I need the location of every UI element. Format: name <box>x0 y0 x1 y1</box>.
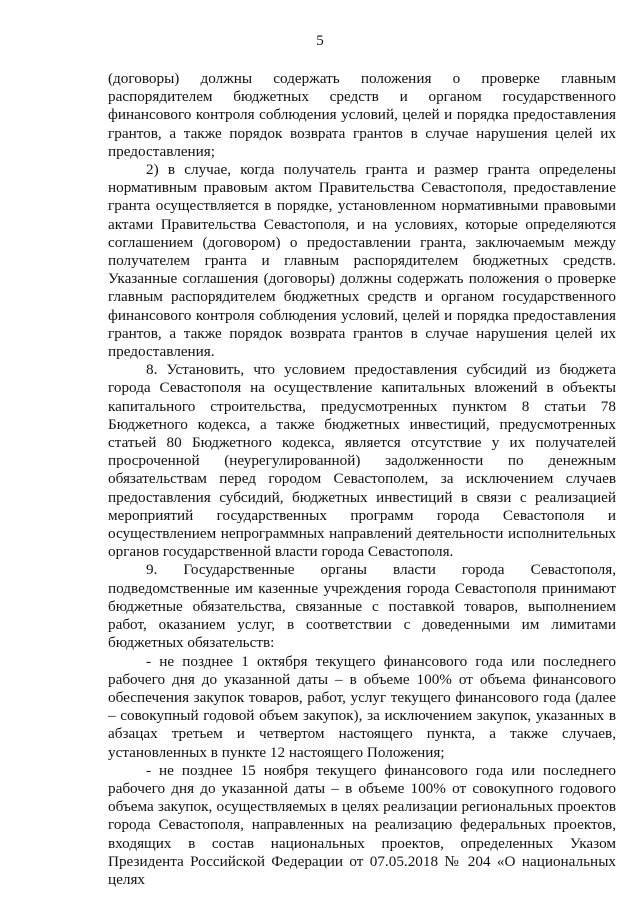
page-number: 5 <box>316 33 324 49</box>
paragraph-subitem-2: 2) в случае, когда получатель гранта и размер гранта определены нормативным правовым актом Правительства Севастополя, предоставление гранта осуществляется в порядке, установленном нормативными правовыми актами Правительства Севастополя, и на условиях, которые определяются соглашением (договором) о предоставлении гранта, заключаемым между получателем гранта и главным распорядителем бюджетных средств. Указанные соглашения (договоры) должны содержать положения о проверке главным распорядителем бюджетных средств и органом государственного финансового контроля соблюдения условий, целей и порядка предоставления грантов, а также порядок возврата грантов в случае нарушения целей их предоставления. <box>108 161 616 361</box>
paragraph-item-8: 8. Установить, что условием предоставления субсидий из бюджета города Севастополя на осуществление капитальных вложений в объекты капитального строительства, предусмотренных пунктом 8 статьи 78 Бюджетного кодекса, а также бюджетных инвестиций, предусмотренных статьей 80 Бюджетного кодекса, является отсутствие у их получателей просроченной (неурегулированной) задолженности по денежным обязательствам перед городом Севастополем, за исключением случаев предоставления субсидий, бюджетных инвестиций в связи с реализацией мероприятий государственных программ города Севастополя и осуществлением непрограммных направлений деятельности исполнительных органов государственной власти города Севастополя. <box>108 361 616 561</box>
paragraph-item-9: 9. Государственные органы власти города Севастополя, подведомственные им казенные учреждения города Севастополя принимают бюджетные обязательства, связанные с поставкой товаров, выполнением работ, оказанием услуг, в соответствии с доведенными им лимитами бюджетных обязательств: <box>108 561 616 652</box>
paragraph-item-9-dash-2: - не позднее 15 ноября текущего финансового года или последнего рабочего дня до указанной даты – в объеме 100% от совокупного годового объема закупок, осуществляемых в целях реализации региональных проектов города Севастополя, направленных на реализацию федеральных проектов, входящих в состав национальных проектов, определенных Указом Президента Российской Федерации от 07.05.2018 № 204 «О национальных целях <box>108 761 616 888</box>
paragraph-grant-agreements-continued: (договоры) должны содержать положения о проверке главным распорядителем бюджетных средств и органом государственного финансового контроля соблюдения условий, целей и порядка предоставления грантов, а также порядок возврата грантов в случае нарушения целей их предоставления; <box>108 70 616 160</box>
document-body <box>108 70 616 889</box>
paragraph-item-9-dash-1: - не позднее 1 октября текущего финансового года или последнего рабочего дня до указанной даты – в объеме 100% от объема финансового обеспечения закупок товаров, работ, услуг текущего финансового года (далее – совокупный годовой объем закупок), за исключением закупок, указанных в абзацах третьем и четвертом настоящего пункта, а также случаев, установленных в пункте 12 настоящего Положения; <box>108 652 616 761</box>
